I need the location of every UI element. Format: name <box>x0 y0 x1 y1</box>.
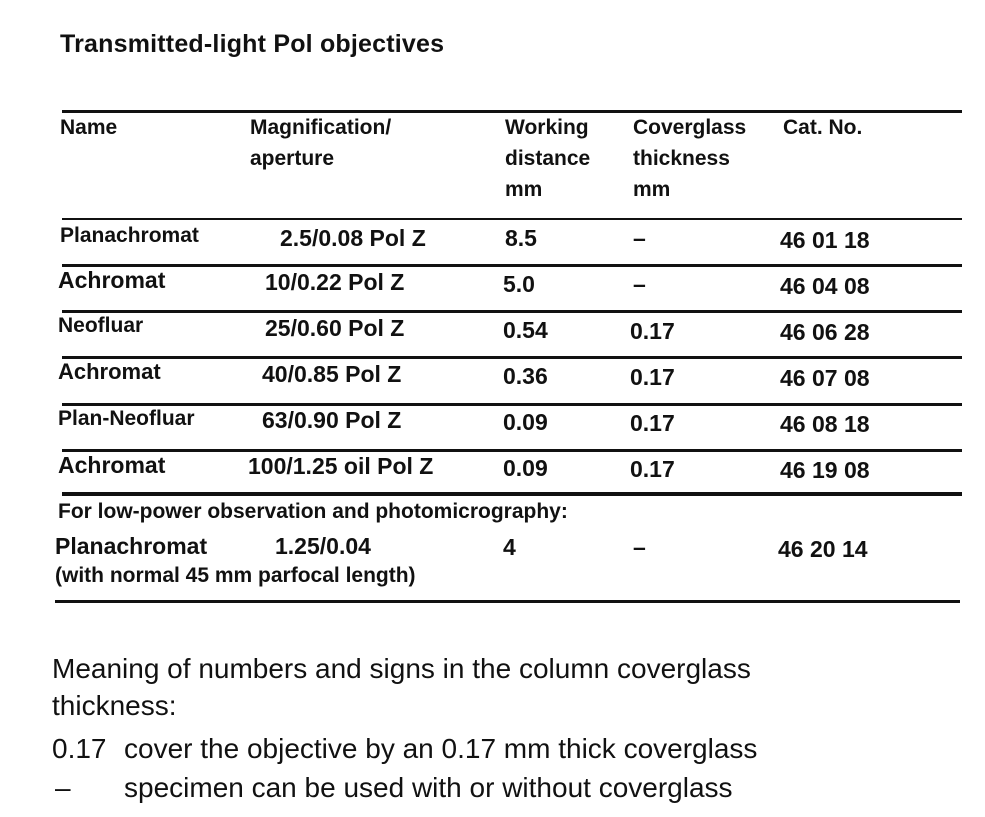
header-coverglass <box>633 112 746 205</box>
header-cat-label: Cat. No. <box>783 116 863 139</box>
low-power-note: (with normal 45 mm parfocal length) <box>55 564 416 587</box>
header-name <box>60 112 117 143</box>
row-cat-no: 46 01 18 <box>780 227 870 253</box>
header-magnification <box>250 112 391 174</box>
meaning-item2-symbol: – <box>55 772 71 803</box>
meaning-item1-symbol: 0.17 <box>52 733 107 764</box>
row-cat-no: 46 08 18 <box>780 411 870 437</box>
row-divider <box>62 264 962 267</box>
row-working-distance: 5.0 <box>503 271 535 297</box>
header-name-label: Name <box>60 116 118 139</box>
row-name: Achromat <box>58 359 161 384</box>
row-magnification: 100/1.25 oil Pol Z <box>248 453 434 479</box>
row-name: Planachromat <box>60 224 199 247</box>
row-cat-no: 46 19 08 <box>780 457 870 483</box>
row-magnification: 10/0.22 Pol Z <box>265 269 405 295</box>
row-magnification: 63/0.90 Pol Z <box>262 407 402 433</box>
header-cat-no <box>783 112 862 143</box>
page-title: Transmitted-light Pol objectives <box>60 30 445 58</box>
low-power-cat-no: 46 20 14 <box>778 536 868 562</box>
header-coverglass-line1: Coverglass <box>633 116 747 139</box>
low-power-coverglass: – <box>633 534 646 560</box>
header-working-line1: Working <box>505 116 589 139</box>
row-working-distance: 8.5 <box>505 225 537 251</box>
header-working-line3: mm <box>505 178 543 201</box>
low-power-heading: For low-power observation and photomicrography: <box>58 500 568 523</box>
row-coverglass: 0.17 <box>630 456 675 482</box>
row-divider <box>62 449 962 452</box>
row-working-distance: 0.36 <box>503 363 548 389</box>
row-coverglass: 0.17 <box>630 318 675 344</box>
row-magnification: 25/0.60 Pol Z <box>265 315 405 341</box>
meaning-item1-text: cover the objective by an 0.17 mm thick coverglass <box>124 733 758 764</box>
low-power-name: Planachromat <box>55 533 208 559</box>
header-magnification-line2: aperture <box>250 147 335 170</box>
row-cat-no: 46 06 28 <box>780 319 870 345</box>
row-coverglass: – <box>633 271 646 297</box>
row-divider <box>62 310 962 313</box>
row-cat-no: 46 04 08 <box>780 273 870 299</box>
row-working-distance: 0.09 <box>503 455 548 481</box>
row-name: Plan-Neofluar <box>58 407 195 430</box>
row-coverglass: – <box>633 225 646 251</box>
row-coverglass: 0.17 <box>630 364 675 390</box>
row-working-distance: 0.09 <box>503 409 548 435</box>
header-working-distance <box>505 112 590 205</box>
row-magnification: 40/0.85 Pol Z <box>262 361 402 387</box>
row-divider <box>62 403 962 406</box>
row-divider <box>62 356 962 359</box>
row-name: Achromat <box>58 452 166 478</box>
row-magnification: 2.5/0.08 Pol Z <box>280 225 426 251</box>
header-coverglass-line3: mm <box>633 178 671 201</box>
meaning-line1: Meaning of numbers and signs in the column coverglass <box>52 653 751 684</box>
header-working-line2: distance <box>505 147 591 170</box>
header-coverglass-line2: thickness <box>633 147 730 170</box>
table-bottom-rule <box>55 600 960 603</box>
row-cat-no: 46 07 08 <box>780 365 870 391</box>
row-name: Neofluar <box>58 314 144 337</box>
row-name: Achromat <box>58 267 166 293</box>
meaning-item2-text: specimen can be used with or without coverglass <box>124 772 733 803</box>
row-coverglass: 0.17 <box>630 410 675 436</box>
low-power-magnification: 1.25/0.04 <box>275 533 371 559</box>
meaning-line2: thickness: <box>52 690 177 721</box>
row-divider-thick <box>62 492 962 496</box>
header-bottom-rule <box>62 218 962 220</box>
header-magnification-line1: Magnification/ <box>250 116 392 139</box>
low-power-working-distance: 4 <box>503 534 516 560</box>
row-working-distance: 0.54 <box>503 317 548 343</box>
